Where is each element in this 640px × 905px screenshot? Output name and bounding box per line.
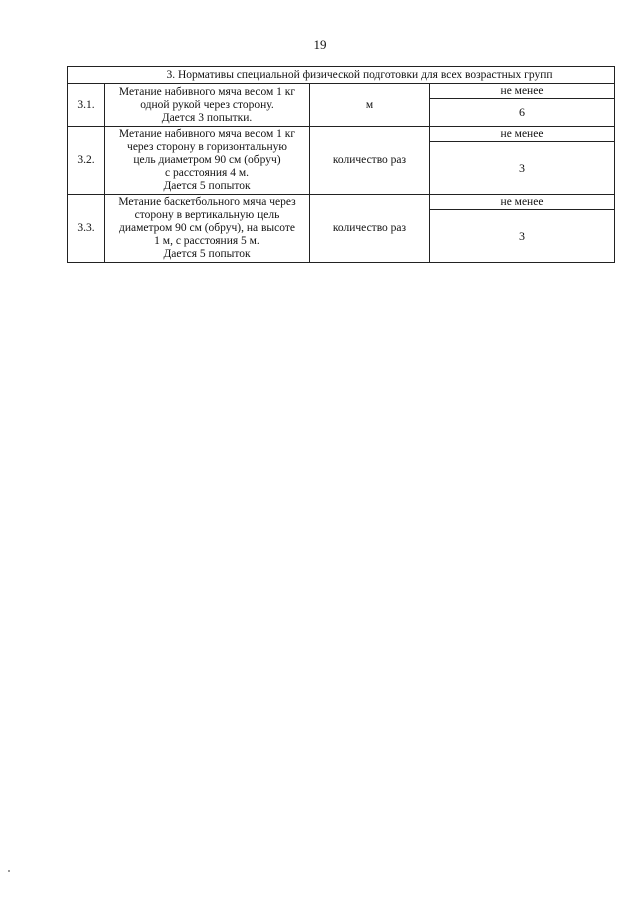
row-number: 3.2. (68, 127, 105, 195)
description-line: с расстояния 4 м. (165, 167, 249, 179)
description-line: Дается 5 попыток (163, 248, 251, 260)
description-line: через сторону в горизонтальную (127, 141, 287, 153)
norms-table (67, 66, 615, 263)
norm-label: не менее (430, 195, 615, 210)
row-number: 3.1. (68, 84, 105, 127)
description-line: диаметром 90 см (обруч), на высоте (119, 222, 295, 234)
norm-label: не менее (430, 84, 615, 99)
description-line: 1 м, с расстояния 5 м. (154, 235, 260, 247)
row-unit: количество раз (310, 195, 430, 263)
description-line: Дается 3 попытки. (161, 111, 253, 124)
norm-label: не менее (430, 127, 615, 142)
row-description (105, 195, 310, 263)
table-row (68, 195, 615, 210)
row-description (105, 84, 310, 127)
row-description (105, 127, 310, 195)
norm-value: 3 (430, 210, 615, 263)
description-line: Дается 5 попыток (163, 180, 251, 192)
description-line: одной рукой через сторону. (140, 98, 274, 111)
table-row (68, 127, 615, 142)
row-number: 3.3. (68, 195, 105, 263)
section-title: 3. Нормативы специальной физической подготовки для всех возрастных групп (68, 67, 615, 84)
section-header-row (68, 67, 615, 84)
description-line: Метание набивного мяча весом 1 кг (118, 85, 296, 98)
norm-value: 3 (430, 142, 615, 195)
description-line: цель диаметром 90 см (обруч) (133, 154, 281, 166)
norm-value: 6 (430, 99, 615, 127)
description-line: Метание баскетбольного мяча через (118, 196, 296, 208)
row-unit: м (310, 84, 430, 127)
page-number: 19 (313, 37, 327, 52)
description-line: сторону в вертикальную цель (134, 209, 280, 221)
description-line: Метание набивного мяча весом 1 кг (118, 128, 296, 140)
row-unit: количество раз (310, 127, 430, 195)
scan-speck (8, 870, 10, 872)
table-row (68, 84, 615, 99)
